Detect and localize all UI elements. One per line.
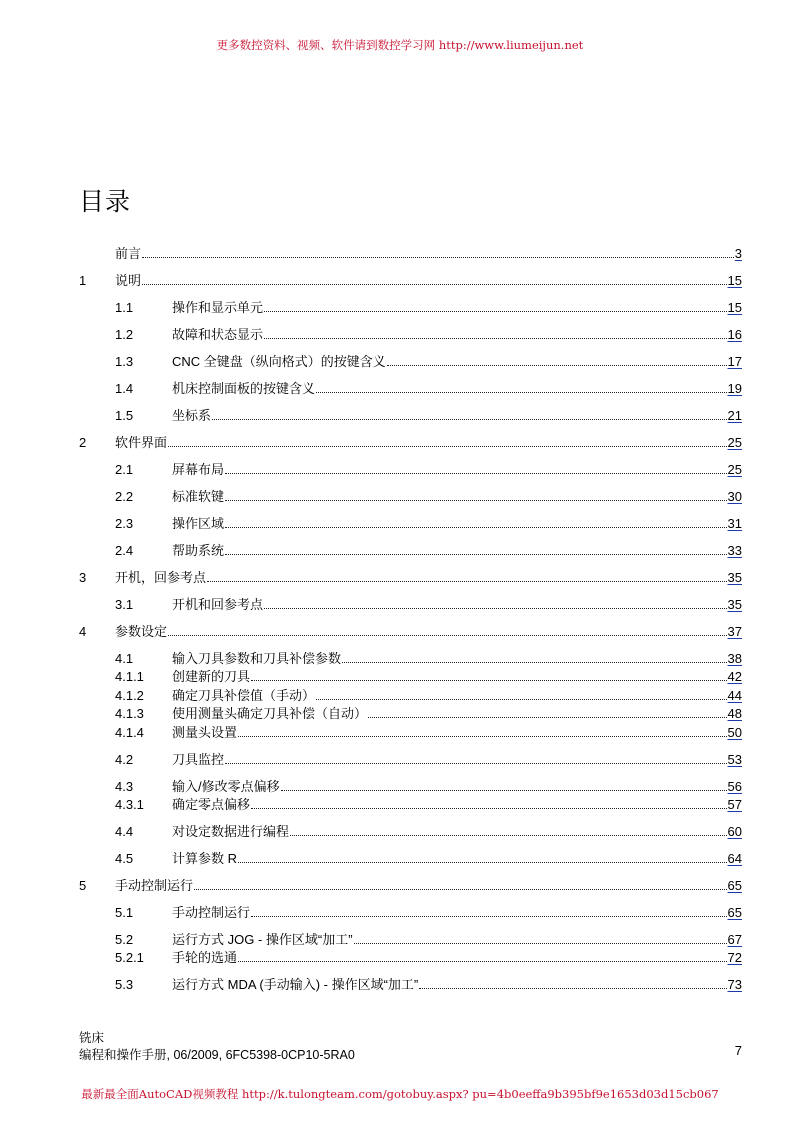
toc-entry-title: 运行方式 MDA (手动输入) - 操作区域“加工” (172, 977, 419, 992)
toc-entry[interactable] (0, 570, 800, 586)
toc-page-link[interactable]: 30 (727, 489, 742, 504)
toc-entry[interactable] (0, 462, 800, 478)
toc-leader-dots (238, 852, 727, 863)
toc-leader-dots (281, 780, 727, 791)
toc-leader-dots (225, 544, 727, 555)
toc-entry-title: 操作和显示单元 (172, 300, 264, 315)
toc-entry[interactable] (0, 669, 800, 685)
footer-document-info: 编程和操作手册, 06/2009, 6FC5398-0CP10-5RA0 (79, 1048, 355, 1062)
toc-entry-title: 屏幕布局 (172, 462, 225, 477)
toc-entry-title: 坐标系 (172, 408, 212, 423)
toc-entry[interactable] (0, 905, 800, 921)
toc-leader-dots (168, 625, 727, 636)
toc-page-link[interactable]: 53 (727, 752, 742, 767)
toc-page-link[interactable]: 72 (727, 950, 742, 965)
header-watermark: 更多数控资料、视频、软件请到数控学习网 http://www.liumeijun.net (216, 38, 584, 52)
toc-entry[interactable] (0, 932, 800, 948)
toc-page-link[interactable]: 65 (727, 878, 742, 893)
toc-page-link[interactable]: 64 (727, 851, 742, 866)
toc-entry-number: 2.3 (115, 516, 134, 531)
toc-entry-title: 对设定数据进行编程 (172, 824, 290, 839)
toc-entry[interactable] (0, 950, 800, 966)
toc-entry-number: 4.1.2 (115, 688, 144, 703)
toc-page-link[interactable]: 56 (727, 779, 742, 794)
toc-entry-title: 运行方式 JOG - 操作区域“加工” (172, 932, 353, 947)
toc-entry-number: 1.1 (115, 300, 134, 315)
toc-entry[interactable] (0, 408, 800, 424)
toc-entry[interactable] (0, 779, 800, 795)
toc-page-link[interactable]: 31 (727, 516, 742, 531)
toc-entry[interactable] (0, 489, 800, 505)
toc-entry[interactable] (0, 797, 800, 813)
toc-entry-title: 软件界面 (115, 435, 168, 450)
toc-entry-number: 4.2 (115, 752, 134, 767)
toc-entry[interactable] (0, 851, 800, 867)
toc-entry[interactable] (0, 381, 800, 397)
toc-leader-dots (212, 409, 727, 420)
toc-leader-dots (264, 301, 727, 312)
toc-entry-title: 帮助系统 (172, 543, 225, 558)
toc-entry-title: 参数设定 (115, 624, 168, 639)
toc-leader-dots (225, 463, 727, 474)
toc-entry[interactable] (0, 706, 800, 722)
toc-entry-title: 前言 (115, 246, 142, 261)
toc-entry[interactable] (0, 435, 800, 451)
toc-page-link[interactable]: 65 (727, 905, 742, 920)
toc-entry-number: 3.1 (115, 597, 134, 612)
toc-leader-dots (251, 906, 727, 917)
toc-leader-dots (168, 436, 727, 447)
toc-entry[interactable] (0, 752, 800, 768)
toc-entry-title: 输入/修改零点偏移 (172, 779, 280, 794)
toc-entry[interactable] (0, 246, 800, 262)
footer-product-name: 铣床 (79, 1031, 105, 1045)
toc-page-link[interactable]: 48 (727, 706, 742, 721)
toc-leader-dots (419, 978, 726, 989)
toc-leader-dots (316, 689, 727, 700)
toc-entry-number: 5 (79, 878, 87, 893)
toc-page-link[interactable]: 44 (727, 688, 742, 703)
toc-entry[interactable] (0, 516, 800, 532)
toc-entry-title: 说明 (115, 273, 142, 288)
toc-entry-number: 5.2.1 (115, 950, 144, 965)
toc-page-link[interactable]: 60 (727, 824, 742, 839)
toc-entry-title: 手动控制运行 (172, 905, 251, 920)
toc-entry-title: 确定刀具补偿值（手动） (172, 688, 316, 703)
toc-entry-number: 1.4 (115, 381, 134, 396)
toc-page-link[interactable]: 15 (727, 300, 742, 315)
toc-page-link[interactable]: 67 (727, 932, 742, 947)
toc-entry-title: 测量头设置 (172, 725, 238, 740)
toc-entry-title: 操作区域 (172, 516, 225, 531)
page-title: 目录 (79, 187, 132, 216)
toc-entry[interactable] (0, 354, 800, 370)
toc-leader-dots (290, 825, 727, 836)
toc-entry-number: 5.3 (115, 977, 134, 992)
toc-entry[interactable] (0, 651, 800, 667)
toc-entry[interactable] (0, 597, 800, 613)
toc-leader-dots (225, 517, 727, 528)
toc-leader-dots (342, 652, 727, 663)
toc-leader-dots (251, 798, 727, 809)
toc-entry-number: 3 (79, 570, 87, 585)
toc-leader-dots (251, 670, 727, 681)
toc-entry-title: 开机，回参考点 (115, 570, 207, 585)
toc-entry[interactable] (0, 543, 800, 559)
toc-entry-title: 确定零点偏移 (172, 797, 251, 812)
toc-leader-dots (142, 247, 734, 258)
toc-leader-dots (142, 274, 727, 285)
toc-leader-dots (225, 490, 727, 501)
toc-page-link[interactable]: 42 (727, 669, 742, 684)
toc-entry[interactable] (0, 878, 800, 894)
toc-entry-number: 4.5 (115, 851, 134, 866)
toc-entry-number: 2.1 (115, 462, 134, 477)
toc-entry-number: 4.1 (115, 651, 134, 666)
footer-page-number: 7 (734, 1043, 742, 1058)
toc-entry-number: 1.2 (115, 327, 134, 342)
toc-leader-dots (194, 879, 727, 890)
toc-page-link[interactable]: 25 (727, 462, 742, 477)
toc-entry-number: 4.1.3 (115, 706, 144, 721)
toc-entry-number: 4.3.1 (115, 797, 144, 812)
toc-entry-number: 2.4 (115, 543, 134, 558)
toc-entry-title: 创建新的刀具 (172, 669, 251, 684)
toc-leader-dots (264, 598, 727, 609)
toc-entry-number: 2.2 (115, 489, 134, 504)
toc-entry[interactable] (0, 824, 800, 840)
toc-page-link[interactable]: 57 (727, 797, 742, 812)
toc-leader-dots (354, 933, 727, 944)
toc-leader-dots (238, 951, 727, 962)
toc-entry-number: 2 (79, 435, 87, 450)
toc-entry-title: 输入刀具参数和刀具补偿参数 (172, 651, 342, 666)
toc-page-link[interactable]: 37 (727, 624, 742, 639)
toc-leader-dots (225, 753, 727, 764)
toc-entry[interactable] (0, 273, 800, 289)
footer-watermark: 最新最全面AutoCAD视频教程 http://k.tulongteam.com/gotobuy.aspx? pu=4b0eeffa9b395bf9e1653d03d15cb067 (81, 1087, 719, 1101)
toc-page-link[interactable]: 35 (727, 570, 742, 585)
toc-entry-number: 1.5 (115, 408, 134, 423)
toc-page-link[interactable]: 50 (727, 725, 742, 740)
toc-entry[interactable] (0, 725, 800, 741)
toc-page-link[interactable]: 73 (727, 977, 742, 992)
toc-leader-dots (264, 328, 727, 339)
toc-leader-dots (368, 707, 727, 718)
toc-entry-number: 1 (79, 273, 87, 288)
toc-entry[interactable] (0, 624, 800, 640)
toc-entry-title: CNC 全键盘（纵向格式）的按键含义 (172, 354, 386, 369)
toc-page-link[interactable]: 19 (727, 381, 742, 396)
toc-entry-title: 手动控制运行 (115, 878, 194, 893)
toc-leader-dots (238, 726, 727, 737)
toc-page-link[interactable]: 25 (727, 435, 742, 450)
toc-entry[interactable] (0, 300, 800, 316)
toc-entry-number: 4.1.1 (115, 669, 144, 684)
toc-entry-number: 4.3 (115, 779, 134, 794)
toc-entry-number: 5.1 (115, 905, 134, 920)
toc-entry-title: 手轮的选通 (172, 950, 238, 965)
toc-page-link[interactable]: 33 (727, 543, 742, 558)
toc-page-link[interactable]: 38 (727, 651, 742, 666)
toc-page-link[interactable]: 21 (727, 408, 742, 423)
toc-entry-title: 刀具监控 (172, 752, 225, 767)
toc-leader-dots (387, 355, 727, 366)
toc-entry-number: 4.1.4 (115, 725, 144, 740)
toc-entry-number: 4.4 (115, 824, 134, 839)
toc-entry[interactable] (0, 977, 800, 993)
toc-page-link[interactable]: 16 (727, 327, 742, 342)
toc-entry-number: 1.3 (115, 354, 134, 369)
toc-entry-number: 5.2 (115, 932, 134, 947)
toc-leader-dots (207, 571, 727, 582)
toc-entry-title: 机床控制面板的按键含义 (172, 381, 316, 396)
toc-entry[interactable] (0, 327, 800, 343)
toc-entry-title: 标准软键 (172, 489, 225, 504)
toc-entry[interactable] (0, 688, 800, 704)
toc-page-link[interactable]: 15 (727, 273, 742, 288)
toc-page-link[interactable]: 35 (727, 597, 742, 612)
toc-entry-title: 开机和回参考点 (172, 597, 264, 612)
toc-page-link[interactable]: 17 (727, 354, 742, 369)
toc-page-link[interactable]: 3 (734, 246, 742, 261)
toc-entry-title: 计算参数 R (172, 851, 238, 866)
toc-leader-dots (316, 382, 727, 393)
toc-entry-number: 4 (79, 624, 87, 639)
toc-entry-title: 故障和状态显示 (172, 327, 264, 342)
toc-entry-title: 使用测量头确定刀具补偿（自动） (172, 706, 368, 721)
